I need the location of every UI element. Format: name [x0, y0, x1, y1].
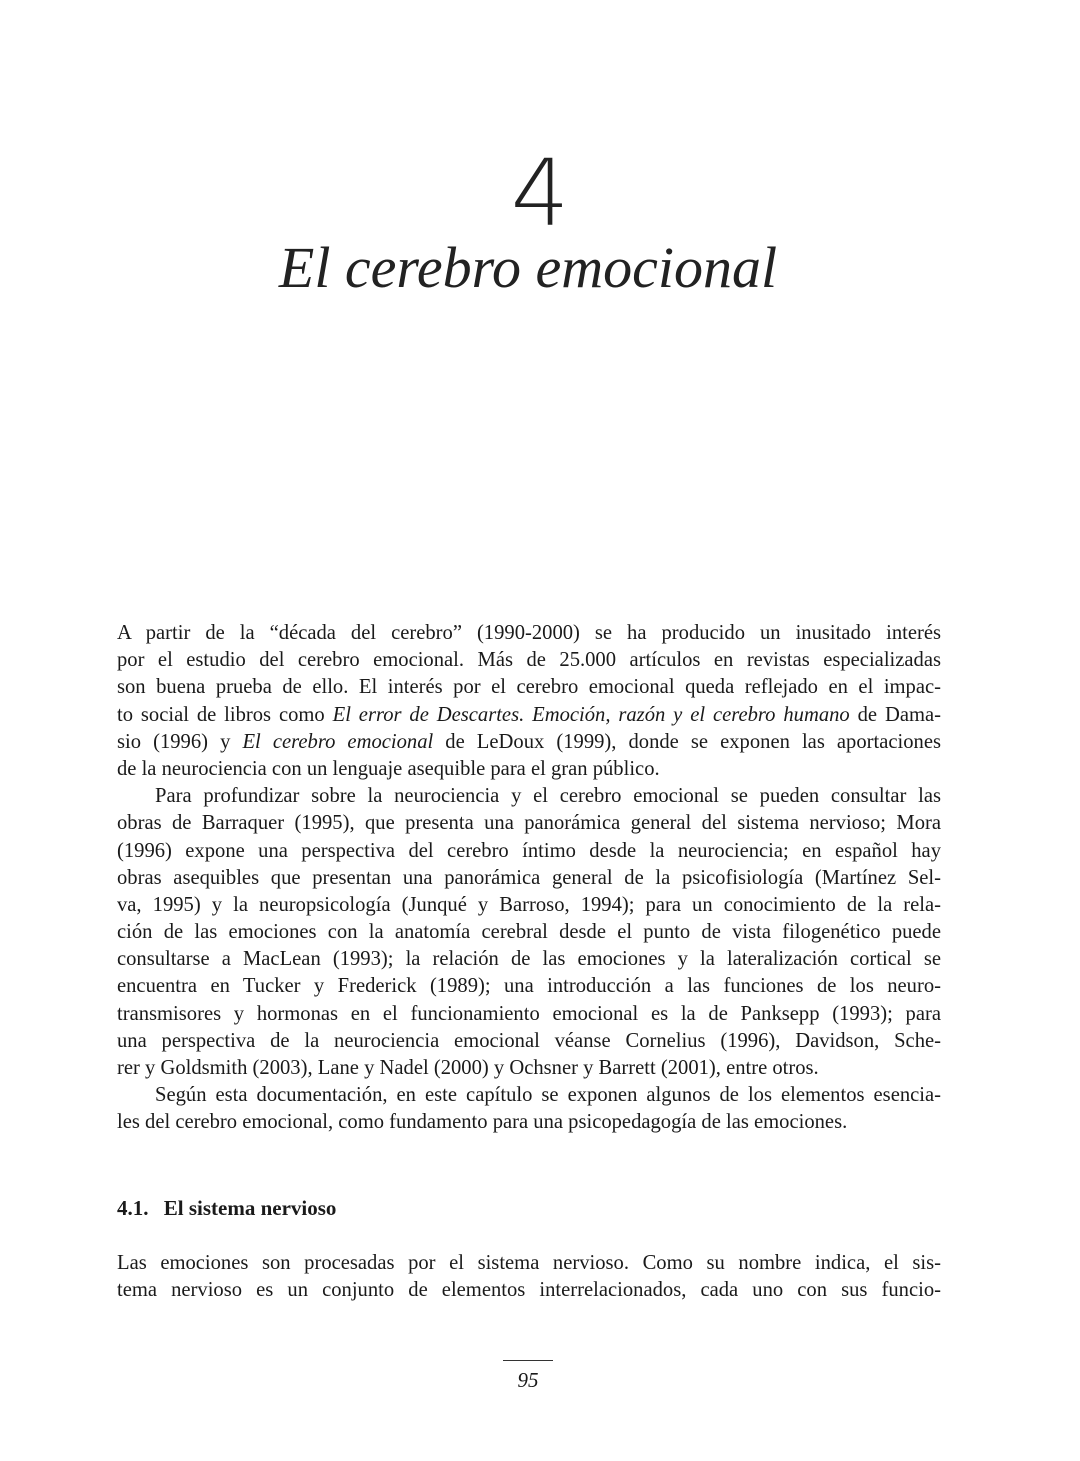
- text-run: son buena prueba de ello. El interés por el cerebro emocional queda reflejado en el impac-: [117, 676, 941, 699]
- text-run: encuentra en Tucker y Frederick (1989); una introducción a las funciones de los neuro-: [117, 975, 941, 998]
- text-line: [117, 1277, 941, 1304]
- text-line: [117, 946, 941, 973]
- text-line: [117, 702, 941, 729]
- text-line: [117, 892, 941, 919]
- text-run: A partir de la “década del cerebro” (1990-2000) se ha producido un inusitado interés: [117, 622, 941, 644]
- text-line: [117, 973, 941, 1000]
- text-run: tema nervioso es un conjunto de elementos interrelacionados, cada uno con sus funcio-: [117, 1279, 941, 1302]
- text-line: [117, 865, 941, 892]
- text-line: [117, 838, 941, 865]
- intro-text: [117, 620, 941, 1137]
- page-number: 95: [517, 1368, 539, 1392]
- section-number: 4.1.: [117, 1196, 149, 1220]
- book-title: El error de Descartes. Emoción, razón y el cerebro humano: [332, 703, 850, 726]
- text-line: [117, 1001, 941, 1028]
- text-line: [117, 1028, 941, 1055]
- text-run: ción de las emociones con la anatomía cerebral desde el punto de vista filogenético puede: [117, 921, 941, 944]
- chapter-number: 4: [510, 140, 570, 247]
- text-run: to social de libros como: [117, 703, 333, 726]
- text-line: [117, 620, 941, 647]
- text-run: Las emociones son procesadas por el sistema nervioso. Como su nombre indica, el sis-: [117, 1252, 941, 1274]
- text-line: [117, 1055, 941, 1082]
- text-run: de Dama-: [849, 703, 941, 726]
- text-run: de LeDoux (1999), donde se exponen las aportaciones: [433, 730, 941, 753]
- text-run: Según esta documentación, en este capítulo se exponen algunos de los elementos esencia-: [155, 1084, 941, 1107]
- text-run: sio (1996) y: [117, 730, 243, 753]
- text-line: [117, 1250, 941, 1277]
- text-line: [117, 1109, 941, 1136]
- text-line: [117, 756, 941, 783]
- section-text: [117, 1250, 941, 1304]
- book-title: El cerebro emocional: [242, 730, 434, 753]
- text-run: les del cerebro emocional, como fundamento para una psicopedagogía de las emociones.: [117, 1111, 848, 1134]
- section-title: El sistema nervioso: [163, 1196, 337, 1220]
- text-line: [117, 783, 941, 810]
- footer-rule: [503, 1360, 553, 1361]
- text-run: por el estudio del cerebro emocional. Más de 25.000 artículos en revistas especializadas: [117, 649, 941, 672]
- text-run: rer y Goldsmith (2003), Lane y Nadel (2000) y Ochsner y Barrett (2001), entre otros.: [117, 1057, 819, 1079]
- text-line: [117, 810, 941, 837]
- text-run: transmisores y hormonas en el funcionamiento emocional es la de Panksepp (1993); para: [117, 1002, 941, 1025]
- text-run: (1996) expone una perspectiva del cerebro íntimo desde la neurociencia; en español hay: [117, 839, 941, 862]
- text-run: Para profundizar sobre la neurociencia y el cerebro emocional se pueden consultar las: [155, 785, 941, 808]
- text-run: consultarse a MacLean (1993); la relación de las emociones y la lateralización cortical se: [117, 948, 941, 971]
- text-line: [117, 919, 941, 946]
- section-heading: [117, 1196, 336, 1221]
- text-run: obras asequibles que presentan una panorámica general de la psicofisiología (Martínez Sel-: [117, 866, 941, 889]
- text-run: va, 1995) y la neuropsicología (Junqué y Barroso, 1994); para un conocimiento de la rela-: [117, 893, 941, 916]
- chapter-title: El cerebro emocional: [278, 235, 778, 300]
- text-run: de la neurociencia con un lenguaje asequible para el gran público.: [117, 757, 660, 780]
- text-line: [117, 729, 941, 756]
- text-run: una perspectiva de la neurociencia emocional véanse Cornelius (1996), Davidson, Sche-: [117, 1029, 941, 1052]
- text-line: [117, 647, 941, 674]
- text-line: [117, 674, 941, 701]
- text-run: obras de Barraquer (1995), que presenta una panorámica general del sistema nervioso; Mora: [117, 812, 941, 835]
- text-line: [117, 1082, 941, 1109]
